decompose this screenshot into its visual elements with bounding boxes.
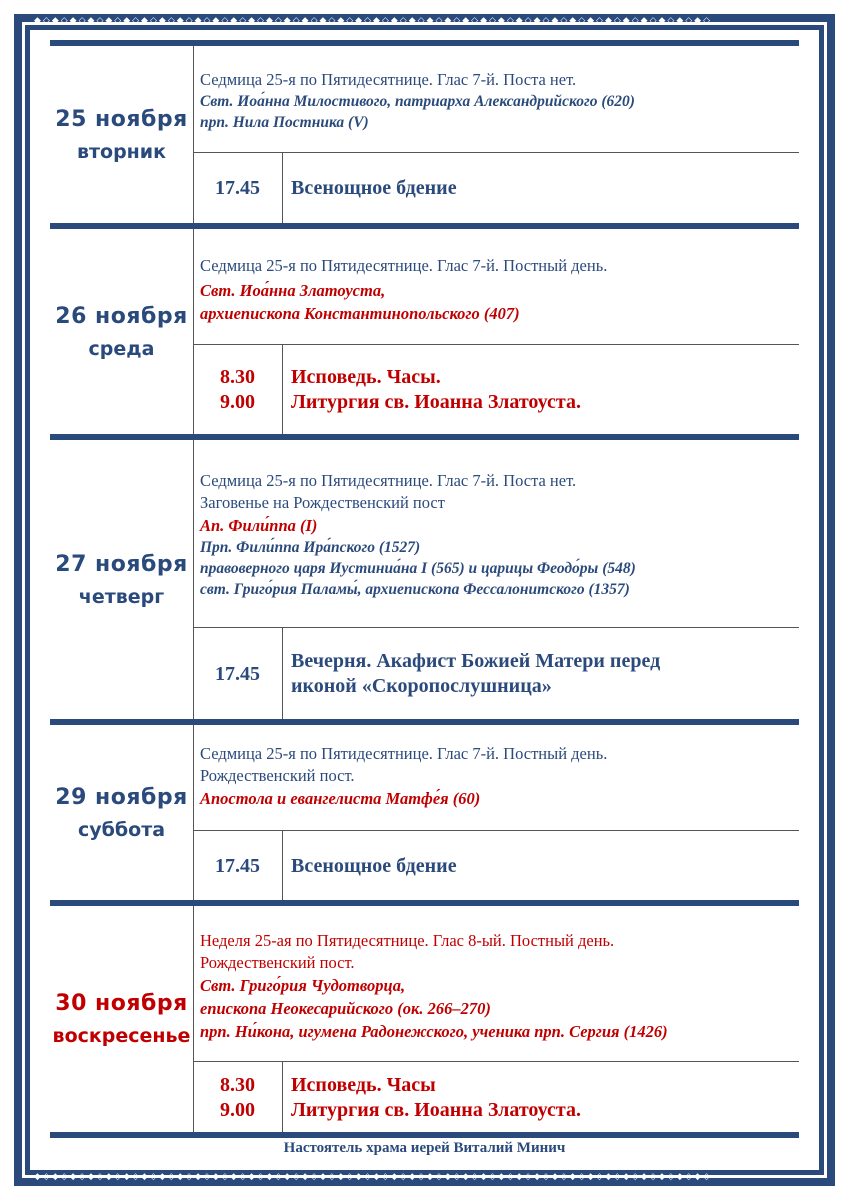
service-name: Исповедь. Часы Литургия св. Иоанна Златоуста. bbox=[291, 1073, 581, 1121]
info-line: Неделя 25-ая по Пятидесятнице. Глас 8-ый. Постный день. bbox=[200, 931, 615, 950]
info-line: Апостола и евангелиста Матфе́я (60) bbox=[200, 789, 481, 808]
service-row bbox=[193, 1061, 799, 1133]
info-line: Ап. Фили́ппа (I) bbox=[200, 516, 318, 535]
weekday: четверг bbox=[78, 585, 165, 608]
date: 26 ноября bbox=[55, 303, 188, 329]
weekday: среда bbox=[88, 337, 155, 360]
service-time: 8.30 9.00 bbox=[193, 1062, 283, 1133]
day-label bbox=[50, 229, 194, 434]
info-line: Рождественский пост. bbox=[200, 766, 355, 785]
weekday: вторник bbox=[76, 140, 167, 163]
day-row-29 bbox=[50, 725, 799, 900]
weekday: воскресенье bbox=[52, 1025, 191, 1047]
service-time: 17.45 bbox=[193, 831, 283, 901]
info-line: правоверного царя Иустиниа́на I (565) и царицы Феодо́ры (548) bbox=[200, 560, 636, 577]
service-row bbox=[193, 627, 799, 720]
service-time: 17.45 bbox=[193, 153, 283, 224]
info-line: Седмица 25-я по Пятидесятнице. Глас 7-й. Поста нет. bbox=[200, 471, 577, 490]
day-row-25 bbox=[50, 46, 799, 223]
date: 25 ноября bbox=[55, 106, 188, 132]
day-info bbox=[200, 743, 799, 810]
day-info bbox=[200, 255, 799, 325]
row-separator bbox=[50, 1132, 799, 1138]
info-line: Седмица 25-я по Пятидесятнице. Глас 7-й. Поста нет. bbox=[200, 70, 577, 89]
day-info bbox=[200, 69, 799, 133]
info-line: Свт. Григо́рия Чудотворца, bbox=[200, 976, 406, 995]
info-line: прп. Нила Постника (V) bbox=[200, 114, 369, 131]
border-ornament-bottom: ◆◇◆◇◆◇◆◇◆◇◆◇◆◇◆◇◆◇◆◇◆◇◆◇◆◇◆◇◆◇◆◇◆◇◆◇◆◇◆◇◆◇◆◇◆◇◆◇◆◇◆◇◆◇◆◇◆◇◆◇◆◇◆◇◆◇◆◇◆◇◆◇◆◇◆◇ bbox=[34, 1173, 713, 1182]
info-line: архиепископа Константинопольского (407) bbox=[200, 304, 520, 323]
date: 27 ноября bbox=[55, 551, 188, 577]
service-row bbox=[193, 830, 799, 901]
service-name: Всенощное бдение bbox=[291, 854, 457, 877]
date: 29 ноября bbox=[55, 784, 188, 810]
service-row bbox=[193, 344, 799, 435]
service-row bbox=[193, 152, 799, 224]
info-line: Прп. Фили́ппа Ира́пского (1527) bbox=[200, 539, 421, 556]
day-row-30 bbox=[50, 906, 799, 1132]
day-label bbox=[50, 46, 194, 223]
footer-signature: Настоятель храма иерей Виталий Минич bbox=[283, 1140, 566, 1156]
info-line: Седмица 25-я по Пятидесятнице. Глас 7-й. Постный день. bbox=[200, 744, 608, 763]
weekday: суббота bbox=[77, 818, 166, 841]
day-label bbox=[50, 906, 194, 1132]
service-name: Всенощное бдение bbox=[291, 177, 457, 199]
info-line: Свт. Иоа́нна Милостивого, патриарха Александрийского (620) bbox=[200, 93, 635, 110]
day-row-27 bbox=[50, 440, 799, 719]
service-name: Исповедь. Часы. Литургия св. Иоанна Златоуста. bbox=[291, 366, 581, 413]
border-ornament-top: ◆◇◆◇◆◇◆◇◆◇◆◇◆◇◆◇◆◇◆◇◆◇◆◇◆◇◆◇◆◇◆◇◆◇◆◇◆◇◆◇◆◇◆◇◆◇◆◇◆◇◆◇◆◇◆◇◆◇◆◇◆◇◆◇◆◇◆◇◆◇◆◇◆◇◆◇ bbox=[34, 17, 713, 26]
info-line: Седмица 25-я по Пятидесятнице. Глас 7-й. Постный день. bbox=[200, 256, 608, 275]
info-line: Свт. Иоа́нна Златоуста, bbox=[200, 281, 386, 300]
day-info bbox=[200, 470, 799, 600]
day-row-26 bbox=[50, 229, 799, 434]
service-time: 8.30 9.00 bbox=[193, 345, 283, 435]
service-name: Вечерня. Акафист Божией Матери перед иконой «Скоропослушница» bbox=[291, 650, 661, 697]
service-time: 17.45 bbox=[193, 628, 283, 720]
info-line: прп. Ни́кона, игумена Радонежского, ученика прп. Сергия (1426) bbox=[200, 1022, 668, 1041]
day-info bbox=[200, 930, 799, 1043]
info-line: Заговенье на Рождественский пост bbox=[200, 493, 445, 512]
day-label bbox=[50, 440, 194, 719]
info-line: Рождественский пост. bbox=[200, 953, 355, 972]
day-label bbox=[50, 725, 194, 900]
date: 30 ноября bbox=[55, 991, 188, 1016]
info-line: свт. Григо́рия Паламы́, архиепископа Фессалонитского (1357) bbox=[200, 581, 630, 598]
info-line: епископа Неокесарийского (ок. 266–270) bbox=[200, 999, 491, 1018]
